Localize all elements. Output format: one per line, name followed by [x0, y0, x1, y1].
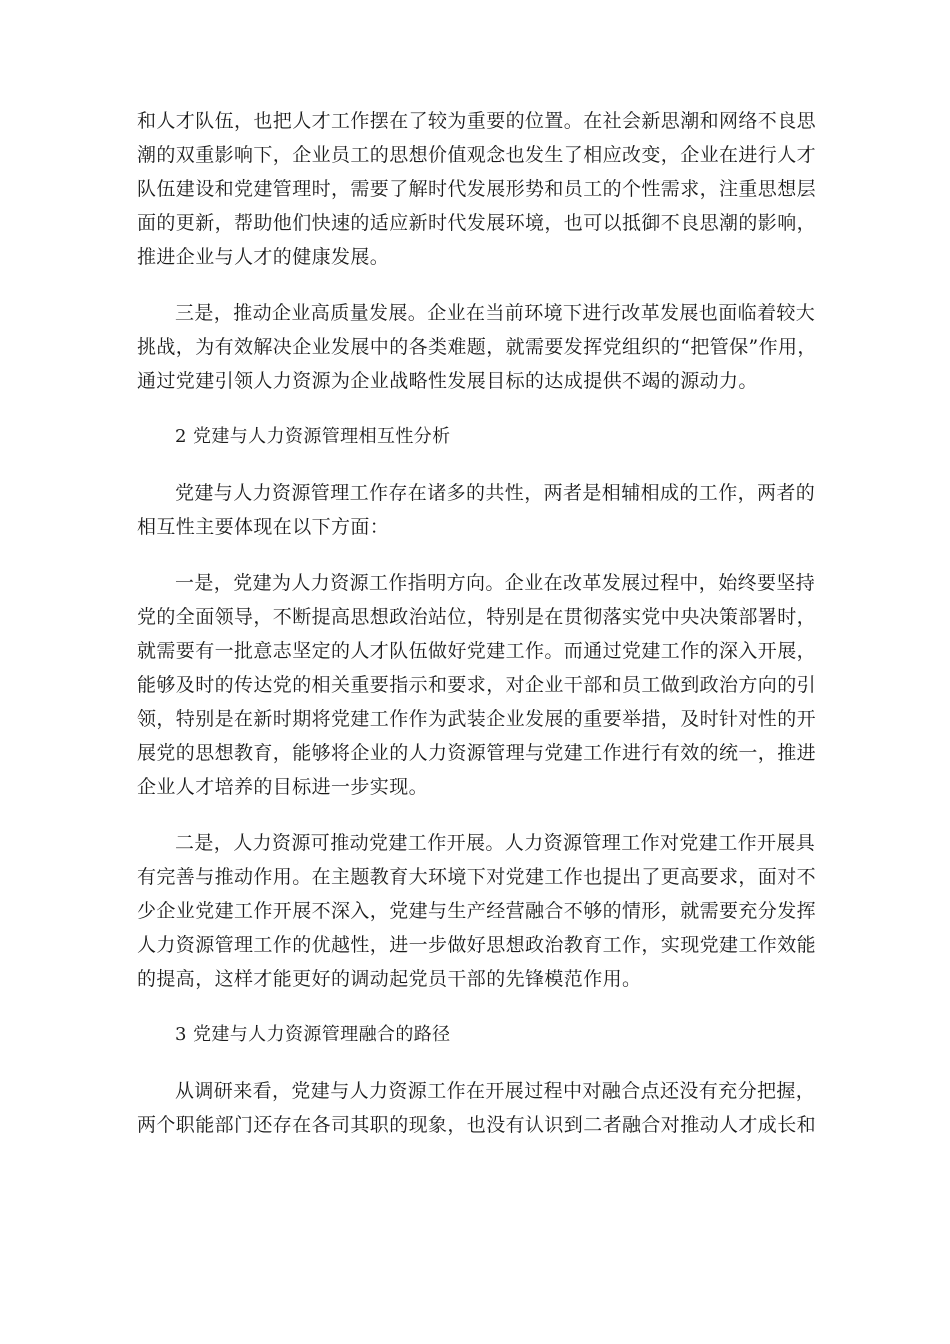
- text-line: 党建与人力资源管理工作存在诸多的共性，两者是相辅相成的工作，两者的: [175, 482, 816, 504]
- text-line: 挑战，为有效解决企业发展中的各类难题，就需要发挥党组织的“把管保”作用，: [137, 336, 817, 358]
- text-line: 展党的思想教育，能够将企业的人力资源管理与党建工作进行有效的统一，推进: [137, 742, 817, 764]
- text-line: 相互性主要体现在以下方面：: [137, 516, 390, 538]
- section-heading-3: [137, 1018, 825, 1052]
- text-line: 队伍建设和党建管理时，需要了解时代发展形势和员工的个性需求，注重思想层: [137, 178, 817, 200]
- text-line: 潮的双重影响下，企业员工的思想价值观念也发生了相应改变，企业在进行人才: [137, 144, 817, 166]
- paragraph-high-quality-development: [137, 296, 825, 398]
- paragraph-commonality: [137, 476, 825, 544]
- text-line: 通过党建引领人力资源为企业战略性发展目标的达成提供不竭的源动力。: [137, 370, 758, 392]
- document-body: [137, 104, 825, 1164]
- paragraph-talent-team: [137, 104, 825, 274]
- text-line: 面的更新，帮助他们快速的适应新时代发展环境，也可以抵御不良思潮的影响，: [137, 212, 817, 234]
- paragraph-party-guides-hr: [137, 566, 825, 804]
- text-line: 有完善与推动作用。在主题教育大环境下对党建工作也提出了更高要求，面对不: [137, 866, 817, 888]
- text-line: 就需要有一批意志坚定的人才队伍做好党建工作。而通过党建工作的深入开展，: [137, 640, 817, 662]
- heading-text: 3 党建与人力资源管理融合的路径: [175, 1024, 451, 1045]
- text-line: 推进企业与人才的健康发展。: [137, 246, 390, 268]
- text-line: 一是，党建为人力资源工作指明方向。企业在改革发展过程中，始终要坚持: [175, 572, 816, 594]
- text-line: 两个职能部门还存在各司其职的现象，也没有认识到二者融合对推动人才成长和: [137, 1114, 817, 1136]
- text-line: 党的全面领导，不断提高思想政治站位，特别是在贯彻落实党中央决策部署时，: [137, 606, 817, 628]
- text-line: 的提高，这样才能更好的调动起党员干部的先锋模范作用。: [137, 968, 642, 990]
- text-line: 和人才队伍，也把人才工作摆在了较为重要的位置。在社会新思潮和网络不良思: [137, 110, 817, 132]
- text-line: 少企业党建工作开展不深入，党建与生产经营融合不够的情形，就需要充分发挥: [137, 900, 817, 922]
- paragraph-hr-promotes-party: [137, 826, 825, 996]
- text-line: 领，特别是在新时期将党建工作作为武装企业发展的重要举措，及时针对性的开: [137, 708, 817, 730]
- heading-text: 2 党建与人力资源管理相互性分析: [175, 426, 451, 447]
- text-line: 能够及时的传达党的相关重要指示和要求，对企业干部和员工做到政治方向的引: [137, 674, 817, 696]
- text-line: 三是，推动企业高质量发展。企业在当前环境下进行改革发展也面临着较大: [175, 302, 816, 324]
- text-line: 二是，人力资源可推动党建工作开展。人力资源管理工作对党建工作开展具: [175, 832, 816, 854]
- text-line: 人力资源管理工作的优越性，进一步做好思想政治教育工作，实现党建工作效能: [137, 934, 817, 956]
- section-heading-2: [137, 420, 825, 454]
- text-line: 从调研来看，党建与人力资源工作在开展过程中对融合点还没有充分把握，: [175, 1080, 816, 1102]
- text-line: 企业人才培养的目标进一步实现。: [137, 776, 429, 798]
- paragraph-survey-findings: [137, 1074, 825, 1142]
